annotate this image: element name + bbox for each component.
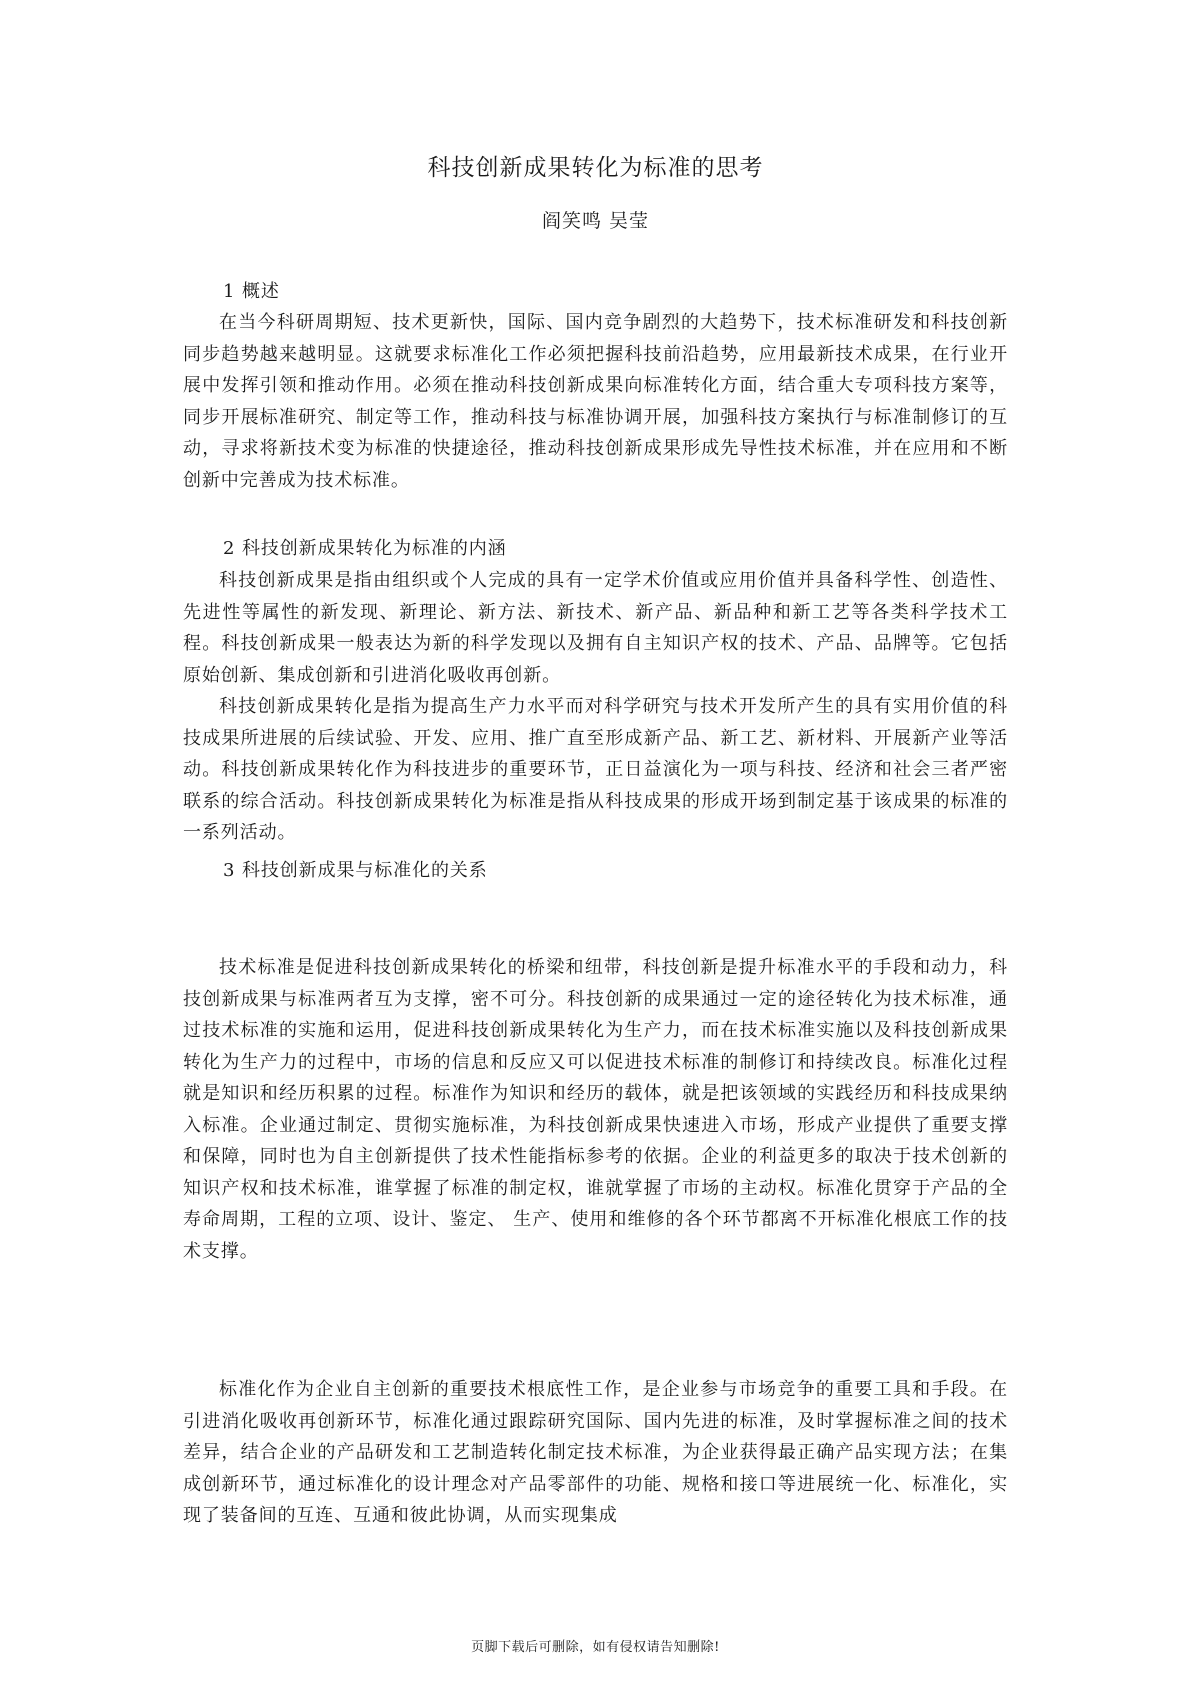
section-body-3a: [183, 952, 1008, 1267]
section-heading-2: 2 科技创新成果转化为标准的内涵: [223, 538, 507, 559]
section-body-3b: [183, 1374, 1008, 1532]
page-footer: 页脚下载后可删除，如有侵权请告知删除!: [471, 1640, 720, 1655]
section-body-2: [183, 565, 1008, 849]
section-heading-1: 1 概述: [223, 281, 280, 302]
section-heading-3: 3 科技创新成果与标准化的关系: [223, 860, 488, 881]
paragraph: 科技创新成果是指由组织或个人完成的具有一定学术价值或应用价值并具备科学性、创造性、先进性等属性的新发现、新理论、新方法、新技术、新产品、新品种和新工艺等各类科学技术工程。科技创新成果一般表达为新的科学发现以及拥有自主知识产权的技术、产品、品牌等。它包括原始创新、集成创新和引进消化吸收再创新。: [183, 570, 1008, 686]
paragraph: 技术标准是促进科技创新成果转化的桥梁和纽带，科技创新是提升标准水平的手段和动力，科技创新成果与标准两者互为支撑，密不可分。科技创新的成果通过一定的途径转化为技术标准，通过技术标准的实施和运用，促进科技创新成果转化为生产力，而在技术标准实施以及科技创新成果转化为生产力的过程中，市场的信息和反应又可以促进技术标准的制修订和持续改良。标准化过程就是知识和经历积累的过程。标准作为知识和经历的载体，就是把该领域的实践经历和科技成果纳入标准。企业通过制定、贯彻实施标准，为科技创新成果快速进入市场，形成产业提供了重要支撑和保障，同时也为自主创新提供了技术性能指标参考的依据。企业的利益更多的取决于技术创新的知识产权和技术标准，谁掌握了标准的制定权，谁就掌握了市场的主动权。标准化贯穿于产品的全寿命周期，工程的立项、设计、鉴定、 生产、使用和维修的各个环节都离不开标准化根底工作的技术支撑。: [183, 957, 1008, 1262]
document-authors: 阎笑鸣 吴莹: [541, 210, 650, 232]
paragraph: 在当今科研周期短、技术更新快，国际、国内竞争剧烈的大趋势下，技术标准研发和科技创新同步趋势越来越明显。这就要求标准化工作必须把握科技前沿趋势，应用最新技术成果，在行业开展中发挥引领和推动作用。必须在推动科技创新成果向标准转化方面，结合重大专项科技方案等，同步开展标准研究、制定等工作，推动科技与标准协调开展，加强科技方案执行与标准制修订的互动，寻求将新技术变为标准的快捷途径，推动科技创新成果形成先导性技术标准，并在应用和不断创新中完善成为技术标准。: [183, 312, 1008, 491]
section-body-1: [183, 307, 1008, 496]
document-title: 科技创新成果转化为标准的思考: [427, 155, 764, 181]
paragraph: 科技创新成果转化是指为提高生产力水平而对科学研究与技术开发所产生的具有实用价值的科技成果所进展的后续试验、开发、应用、推广直至形成新产品、新工艺、新材料、开展新产业等活动。科技创新成果转化作为科技进步的重要环节，正日益演化为一项与科技、经济和社会三者严密联系的综合活动。科技创新成果转化为标准是指从科技成果的形成开场到制定基于该成果的标准的一系列活动。: [183, 696, 1008, 843]
paragraph: 标准化作为企业自主创新的重要技术根底性工作，是企业参与市场竞争的重要工具和手段。在引进消化吸收再创新环节，标准化通过跟踪研究国际、国内先进的标准，及时掌握标准之间的技术差异，结合企业的产品研发和工艺制造转化制定技术标准，为企业获得最正确产品实现方法；在集成创新环节，通过标准化的设计理念对产品零部件的功能、规格和接口等进展统一化、标准化，实现了装备间的互连、互通和彼此协调，从而实现集成: [183, 1379, 1008, 1526]
